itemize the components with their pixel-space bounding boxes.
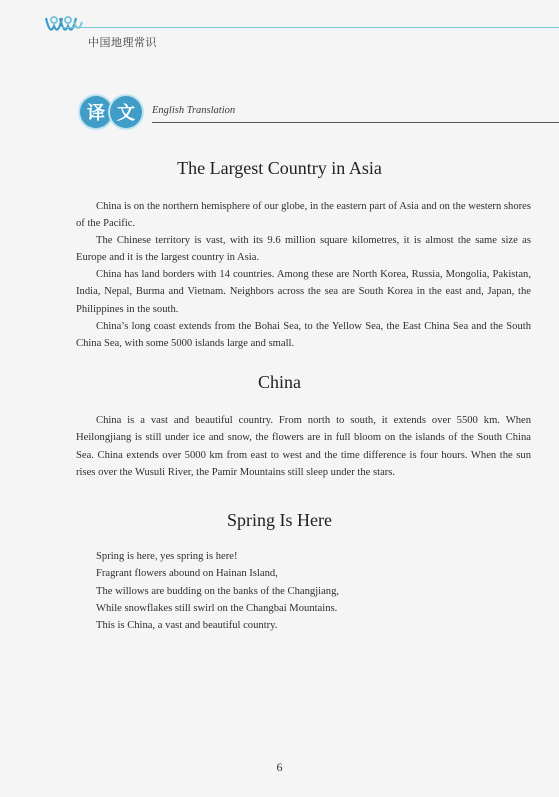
paragraph: China’s long coast extends from the Bohai Sea, to the Yellow Sea, the East China Sea and the South China Sea, with some 5000 islands large and small. [76, 321, 531, 350]
paragraph: The Chinese territory is vast, with its 9.6 million square kilometres, it is almost the same size as Europe and it is the largest country in Asia. [76, 235, 531, 264]
page-number: 6 [276, 760, 283, 774]
poem-line: Fragrant flowers abound on Hainan Island, [96, 568, 278, 580]
poem-line: While snowflakes still swirl on the Changbai Mountains. [96, 602, 338, 614]
paragraph: China is on the northern hemisphere of our globe, in the eastern part of Asia and on the western shores of the Pacific. [76, 201, 531, 230]
header-title: 中国地理常识 [88, 36, 157, 49]
poem-line: Spring is here, yes spring is here! [96, 551, 238, 562]
badge-char-yi: 译 [80, 96, 112, 128]
badge-label: English Translation [152, 105, 236, 116]
translation-badge [80, 96, 559, 128]
badge-rule [152, 122, 559, 123]
poem-line: The willows are budding on the banks of the Changjiang, [96, 585, 340, 597]
paragraph: China has land borders with 14 countries. Among these are North Korea, Russia, Mongolia, Pakistan, India, Nepal, Burma and Vietnam. Neighbors across the sea are South Korea in the east and, Japan, the Philippines in the south. [76, 269, 531, 315]
poem [96, 548, 526, 634]
header-rule [62, 27, 559, 28]
poem-line: This is China, a vast and beautiful country. [96, 620, 278, 632]
badge-char-wen: 文 [110, 96, 142, 128]
section-title-china: China [258, 372, 301, 392]
section-title-largest-country: The Largest Country in Asia [177, 158, 382, 178]
section-title-spring: Spring Is Here [227, 510, 332, 530]
paragraph: China is a vast and beautiful country. From north to south, it extends over 5500 km. When Heilongjiang is still under ice and snow, the flowers are in full bloom on the islands of the South China Sea. China extends over 5000 km from east to west and the time difference is four hours. When the sun rises over the Wusuli River, the Pamir Mountains still sleep under the stars. [76, 415, 531, 478]
